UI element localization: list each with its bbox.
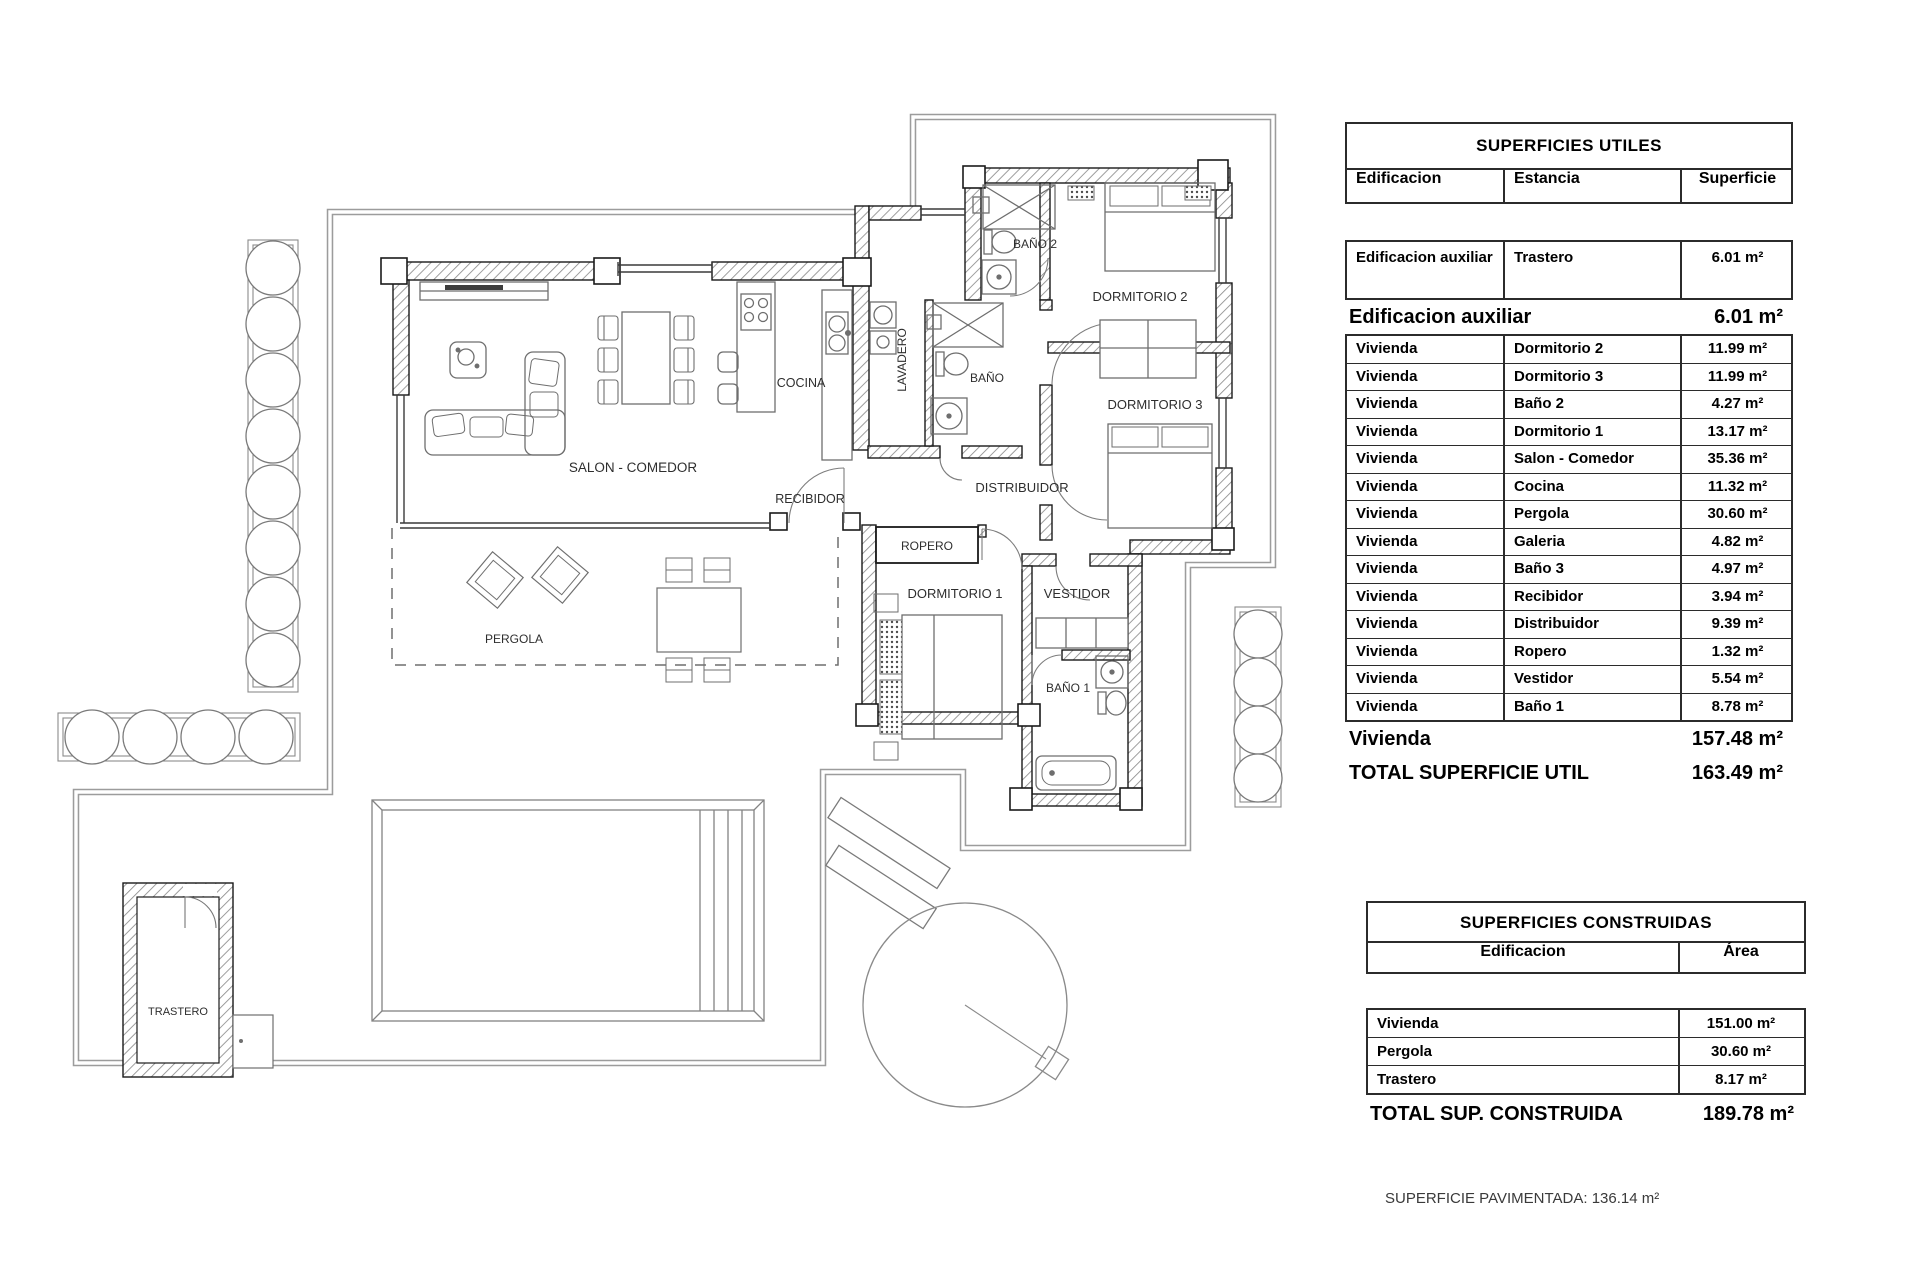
utiles-rows [1345,334,1793,722]
total-label: TOTAL SUPERFICIE UTIL [1349,761,1590,784]
table-cell: 8.78 m² [1711,697,1764,715]
table-cell: 13.17 m² [1707,422,1768,440]
table-row [1368,1037,1804,1065]
table-cell: Salon - Comedor [1505,446,1682,473]
table-cell: Vivienda [1347,419,1505,446]
table-cell: 5.54 m² [1711,670,1764,687]
room-label-salon: SALON - COMEDOR [568,460,698,475]
table-row [1347,555,1791,583]
table-cell: 151.00 m² [1706,1015,1776,1032]
room-label-recibidor: RECIBIDOR [775,492,845,506]
pergola-table [657,588,741,652]
table-cell: 9.39 m² [1711,615,1764,632]
table-cell: Vivienda [1347,529,1505,556]
trastero-building [123,883,273,1077]
table-cell: Trastero [1505,242,1682,298]
table-cell: Ropero [1505,639,1682,666]
col-header: Superficie [1698,170,1777,187]
table-row [1347,583,1791,611]
utiles-column-headers [1345,168,1793,204]
trastero-annex [233,1015,273,1068]
total-label: TOTAL SUP. CONSTRUIDA [1370,1102,1623,1125]
table-cell: Recibidor [1505,584,1682,611]
table-cell: Dormitorio 3 [1505,364,1682,391]
trastero-door-opening [183,884,217,896]
table-cell: Dormitorio 1 [1505,419,1682,446]
table-cell: Vivienda [1347,364,1505,391]
table-row [1347,473,1791,501]
table-cell: Vivienda [1347,501,1505,528]
table-cell: Vivienda [1347,474,1505,501]
table-cell: 11.99 m² [1707,340,1768,357]
room-label-distribuidor: DISTRIBUIDOR [975,480,1069,495]
utiles-title: SUPERFICIES UTILES [1345,122,1793,170]
table-row [1347,693,1791,721]
table-cell: 8.17 m² [1715,1071,1767,1088]
construidas-column-headers [1366,941,1806,974]
superficies-utiles-table [1345,122,1793,788]
table-cell: Baño 2 [1505,391,1682,418]
room-label-dorm3: DORMITORIO 3 [1107,397,1203,412]
tree-row-bottom [58,710,300,764]
table-cell: Vestidor [1505,666,1682,693]
table-cell: Baño 3 [1505,556,1682,583]
table-cell: Vivienda [1347,694,1505,721]
table-row [1368,1010,1804,1037]
table-row [1347,390,1791,418]
construidas-total [1366,1097,1806,1131]
room-label-pergola: PERGOLA [484,632,544,646]
table-cell: 4.82 m² [1711,532,1764,550]
table-cell: 35.36 m² [1707,450,1768,467]
table-cell: 30.60 m² [1707,505,1768,522]
table-row [1368,1065,1804,1093]
subtotal-value: 6.01 m² [1714,305,1783,328]
tree-row-right [1234,607,1282,807]
superficies-construidas-table [1366,901,1806,1131]
table-cell: Vivienda [1347,639,1505,666]
table-cell: Vivienda [1347,446,1505,473]
room-label-vestidor: VESTIDOR [1043,586,1111,601]
table-cell: Edificacion auxiliar [1347,242,1505,298]
room-label-lavadero: LAVADERO [895,328,909,392]
col-header: Edificacion [1368,943,1680,972]
paved-surface-note: SUPERFICIE PAVIMENTADA: 136.14 m² [1385,1190,1660,1207]
tree-row-left [246,240,300,692]
pool [372,800,764,1021]
subtotal-value: 157.48 m² [1691,727,1783,750]
table-cell: Vivienda [1347,556,1505,583]
round-garden-feature [863,903,1069,1107]
table-cell: 11.99 m² [1707,367,1768,385]
col-header: Edificacion [1347,170,1505,202]
table-cell: Vivienda [1347,391,1505,418]
table-row [1347,638,1791,666]
table-cell: Trastero [1368,1066,1680,1093]
subtotal-label: Vivienda [1349,727,1431,750]
table-cell: 30.60 m² [1710,1043,1772,1060]
aux-subtotal [1345,300,1793,334]
vivienda-subtotal [1345,722,1793,756]
room-label-trastero: TRASTERO [148,1006,208,1018]
table-row [1347,336,1791,363]
table-cell: 1.32 m² [1711,642,1764,660]
table-cell: Pergola [1368,1038,1680,1065]
total-value: 189.78 m² [1702,1102,1794,1125]
construidas-title: SUPERFICIES CONSTRUIDAS [1366,901,1806,943]
room-label-bano2: BAÑO 2 [1012,237,1058,251]
pergola-area [392,528,838,682]
table-row [1347,445,1791,473]
table-cell: 6.01 m² [1711,249,1764,266]
room-label-cocina: COCINA [776,376,826,390]
table-cell: Vivienda [1347,666,1505,693]
table-row [1347,500,1791,528]
aux-row [1345,240,1793,300]
table-cell: 11.32 m² [1707,477,1768,495]
table-row [1347,363,1791,391]
table-cell: Vivienda [1347,336,1505,363]
utiles-total [1345,758,1793,788]
col-header: Área [1723,943,1759,960]
table-cell: Vivienda [1347,611,1505,638]
table-cell: 4.97 m² [1711,560,1764,577]
table-cell: Pergola [1505,501,1682,528]
table-row [1347,610,1791,638]
col-header: Estancia [1505,170,1682,202]
total-value: 163.49 m² [1691,761,1783,784]
table-cell: 3.94 m² [1711,587,1764,605]
table-row [1347,528,1791,556]
room-label-bano1: BAÑO 1 [1045,681,1091,695]
room-label-ropero: ROPERO [900,539,954,553]
table-cell: Galeria [1505,529,1682,556]
room-label-dorm1: DORMITORIO 1 [907,586,1003,601]
room-label-dorm2: DORMITORIO 2 [1092,289,1188,304]
table-cell: Vivienda [1347,584,1505,611]
construidas-rows [1366,1008,1806,1095]
table-cell: Cocina [1505,474,1682,501]
table-cell: Vivienda [1368,1010,1680,1037]
table-cell: Baño 1 [1505,694,1682,721]
room-label-bano: BAÑO [969,371,1005,385]
table-cell: Distribuidor [1505,611,1682,638]
table-row [1347,418,1791,446]
table-cell: Dormitorio 2 [1505,336,1682,363]
table-row [1347,665,1791,693]
table-cell: 4.27 m² [1711,395,1764,412]
subtotal-label: Edificacion auxiliar [1349,305,1532,328]
